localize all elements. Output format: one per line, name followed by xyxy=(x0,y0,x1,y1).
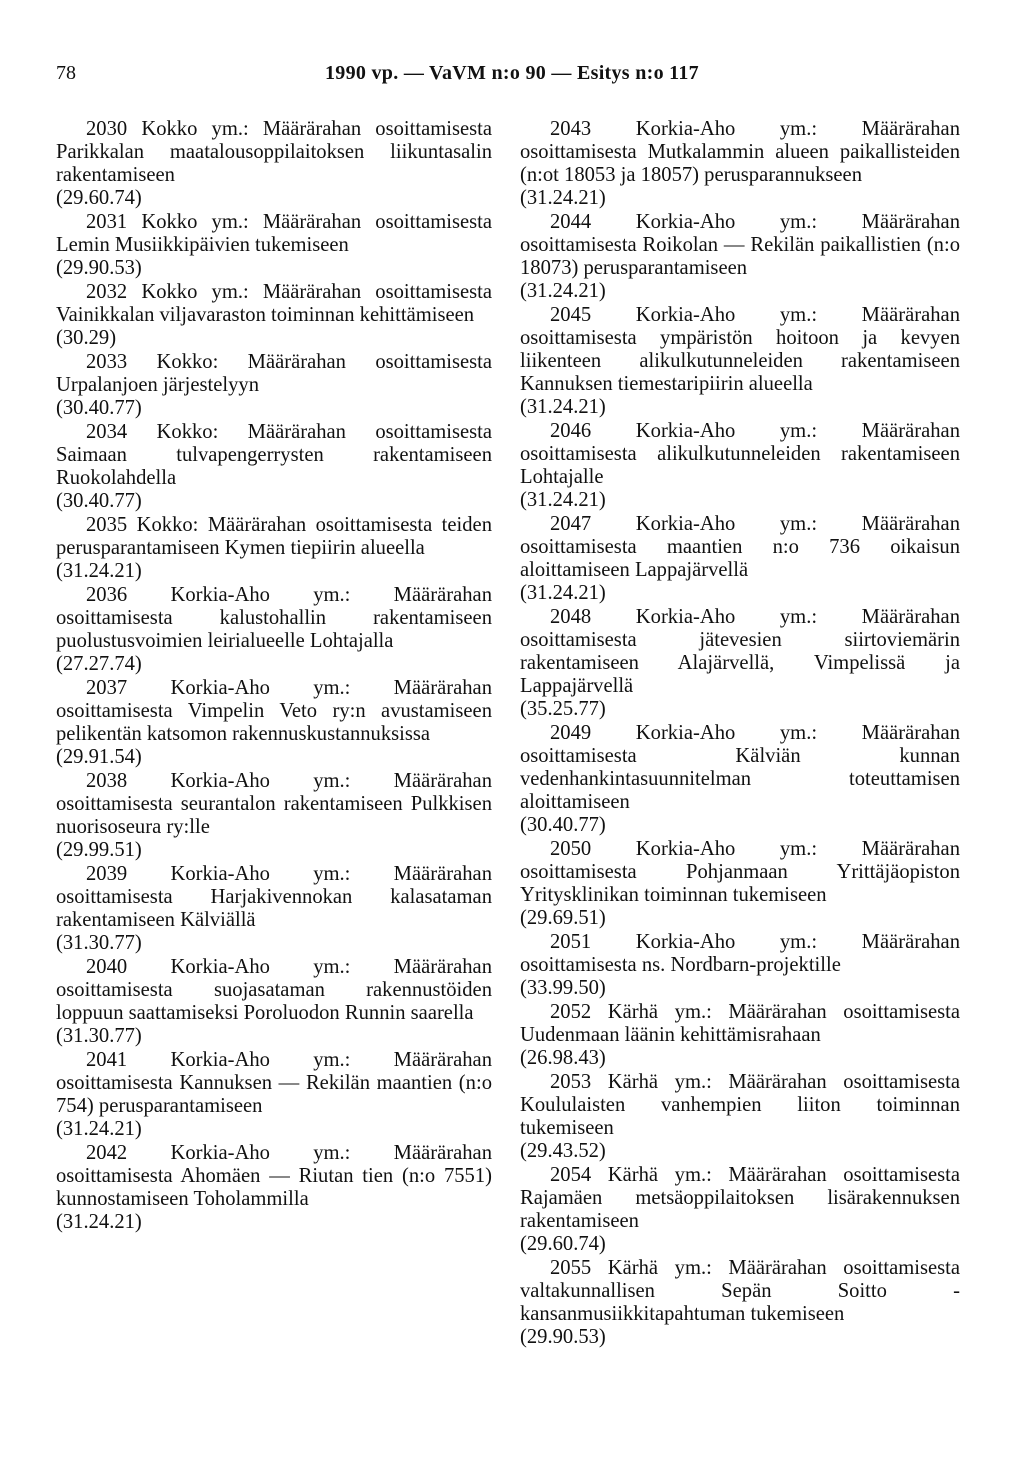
list-item xyxy=(56,351,492,420)
page-number: 78 xyxy=(56,62,76,84)
entry-text: 2054 Kärhä ym.: Määrärahan osoittamisesta Rajamäen metsäoppilaitoksen lisärakennuksen rakentamiseen xyxy=(520,1164,960,1232)
entry-text: 2031 Kokko ym.: Määrärahan osoittamisesta Lemin Musiikkipäivien tukemiseen xyxy=(56,211,492,256)
entry-text: 2035 Kokko: Määrärahan osoittamisesta teiden perusparantamiseen Kymen tiepiirin alueella xyxy=(56,514,492,559)
budget-reference: (35.25.77) xyxy=(520,698,606,720)
list-item xyxy=(56,770,492,862)
budget-reference: (29.69.51) xyxy=(520,907,606,929)
budget-reference: (26.98.43) xyxy=(520,1047,606,1069)
budget-reference: (31.24.21) xyxy=(56,1211,142,1233)
entry-text: 2034 Kokko: Määrärahan osoittamisesta Saimaan tulvapengerrysten rakentamiseen Ruokolahdella xyxy=(56,421,492,489)
entry-text: 2049 Korkia-Aho ym.: Määrärahan osoittamisesta Kälviän kunnan vedenhankintasuunnitelman toteuttamisen aloittamiseen xyxy=(520,722,960,813)
budget-reference: (31.24.21) xyxy=(520,280,606,302)
entry-text: 2046 Korkia-Aho ym.: Määrärahan osoittamisesta alikulkutunneleiden rakentamiseen Lohtajalle xyxy=(520,420,960,488)
entry-text: 2044 Korkia-Aho ym.: Määrärahan osoittamisesta Roikolan — Rekilän paikallistien (n:o 18073) perusparantamiseen xyxy=(520,211,960,279)
list-item xyxy=(520,1071,960,1163)
budget-reference: (29.90.53) xyxy=(520,1326,606,1348)
budget-reference: (31.24.21) xyxy=(56,560,142,582)
list-item xyxy=(56,281,492,350)
budget-reference: (31.30.77) xyxy=(56,1025,142,1047)
budget-reference: (30.40.77) xyxy=(520,814,606,836)
budget-reference: (29.99.51) xyxy=(56,839,142,861)
entry-text: 2051 Korkia-Aho ym.: Määrärahan osoittamisesta ns. Nordbarn-projektille xyxy=(520,931,960,976)
entry-text: 2042 Korkia-Aho ym.: Määrärahan osoittamisesta Ahomäen — Riutan tien (n:o 7551) kunnostamiseen Toholammilla xyxy=(56,1142,492,1210)
list-item xyxy=(56,1049,492,1141)
list-item xyxy=(56,863,492,955)
list-item xyxy=(520,118,960,210)
entry-text: 2053 Kärhä ym.: Määrärahan osoittamisesta Koululaisten vanhempien liiton toiminnan tukemiseen xyxy=(520,1071,960,1139)
entry-text: 2032 Kokko ym.: Määrärahan osoittamisesta Vainikkalan viljavaraston toiminnan kehittämiseen xyxy=(56,281,492,326)
entry-text: 2036 Korkia-Aho ym.: Määrärahan osoittamisesta kalustohallin rakentamiseen puolustusvoimien leirialueelle Lohtajalla xyxy=(56,584,492,652)
budget-reference: (33.99.50) xyxy=(520,977,606,999)
budget-reference: (30.29) xyxy=(56,327,117,349)
budget-reference: (31.24.21) xyxy=(520,187,606,209)
budget-reference: (29.60.74) xyxy=(520,1233,606,1255)
list-item xyxy=(520,211,960,303)
list-item xyxy=(520,420,960,512)
list-item xyxy=(520,304,960,419)
entry-text: 2033 Kokko: Määrärahan osoittamisesta Urpalanjoen järjestelyyn xyxy=(56,351,492,396)
list-item xyxy=(520,513,960,605)
list-item xyxy=(56,584,492,676)
entry-text: 2043 Korkia-Aho ym.: Määrärahan osoittamisesta Mutkalammin alueen paikallisteiden (n:ot 18053 ja 18057) perusparannukseen xyxy=(520,118,960,186)
entry-text: 2037 Korkia-Aho ym.: Määrärahan osoittamisesta Vimpelin Veto ry:n avustamiseen pelikentän katsomon rakennuskustannuksissa xyxy=(56,677,492,745)
budget-reference: (30.40.77) xyxy=(56,490,142,512)
entry-text: 2048 Korkia-Aho ym.: Määrärahan osoittamisesta jätevesien siirtoviemärin rakentamiseen Alajärvellä, Vimpelissä ja Lappajärvellä xyxy=(520,606,960,697)
budget-reference: (31.30.77) xyxy=(56,932,142,954)
list-item xyxy=(56,421,492,513)
budget-reference: (30.40.77) xyxy=(56,397,142,419)
right-column xyxy=(520,118,960,1350)
list-item xyxy=(520,1164,960,1256)
budget-reference: (31.24.21) xyxy=(520,489,606,511)
entry-text: 2052 Kärhä ym.: Määrärahan osoittamisesta Uudenmaan läänin kehittämisrahaan xyxy=(520,1001,960,1046)
list-item xyxy=(520,722,960,837)
budget-reference: (29.60.74) xyxy=(56,187,142,209)
page-header xyxy=(56,62,968,92)
entry-text: 2040 Korkia-Aho ym.: Määrärahan osoittamisesta suojasataman rakennustöiden loppuun saattamiseksi Poroluodon Runnin saarella xyxy=(56,956,492,1024)
budget-reference: (29.43.52) xyxy=(520,1140,606,1162)
list-item xyxy=(520,1001,960,1070)
budget-reference: (31.24.21) xyxy=(520,396,606,418)
budget-reference: (29.91.54) xyxy=(56,746,142,768)
running-head: 1990 vp. — VaVM n:o 90 — Esitys n:o 117 xyxy=(325,62,699,84)
entry-text: 2038 Korkia-Aho ym.: Määrärahan osoittamisesta seurantalon rakentamiseen Pulkkisen nuorisoseura ry:lle xyxy=(56,770,492,838)
entry-text: 2041 Korkia-Aho ym.: Määrärahan osoittamisesta Kannuksen — Rekilän maantien (n:o 754) perusparantamiseen xyxy=(56,1049,492,1117)
entry-text: 2055 Kärhä ym.: Määrärahan osoittamisesta valtakunnallisen Sepän Soitto -kansanmusiikkitapahtuman tukemiseen xyxy=(520,1257,960,1325)
budget-reference: (31.24.21) xyxy=(56,1118,142,1140)
list-item xyxy=(56,514,492,583)
budget-reference: (29.90.53) xyxy=(56,257,142,279)
entry-text: 2047 Korkia-Aho ym.: Määrärahan osoittamisesta maantien n:o 736 oikaisun aloittamiseen Lappajärvellä xyxy=(520,513,960,581)
entry-text: 2030 Kokko ym.: Määrärahan osoittamisesta Parikkalan maatalousoppilaitoksen liikuntasalin rakentamiseen xyxy=(56,118,492,186)
entry-text: 2039 Korkia-Aho ym.: Määrärahan osoittamisesta Harjakivennokan kalasataman rakentamiseen Kälviällä xyxy=(56,863,492,931)
list-item xyxy=(520,931,960,1000)
budget-reference: (31.24.21) xyxy=(520,582,606,604)
list-item xyxy=(56,677,492,769)
budget-reference: (27.27.74) xyxy=(56,653,142,675)
entry-text: 2045 Korkia-Aho ym.: Määrärahan osoittamisesta ympäristön hoitoon ja kevyen liikenteen alikulkutunneleiden rakentamiseen Kannuksen tiemestaripiirin alueella xyxy=(520,304,960,395)
list-item xyxy=(56,118,492,210)
list-item xyxy=(56,1142,492,1234)
list-item xyxy=(56,956,492,1048)
left-column xyxy=(56,118,492,1235)
list-item xyxy=(56,211,492,280)
list-item xyxy=(520,1257,960,1349)
list-item xyxy=(520,838,960,930)
entry-text: 2050 Korkia-Aho ym.: Määrärahan osoittamisesta Pohjanmaan Yrittäjäopiston Yritysklinikan toiminnan tukemiseen xyxy=(520,838,960,906)
list-item xyxy=(520,606,960,721)
